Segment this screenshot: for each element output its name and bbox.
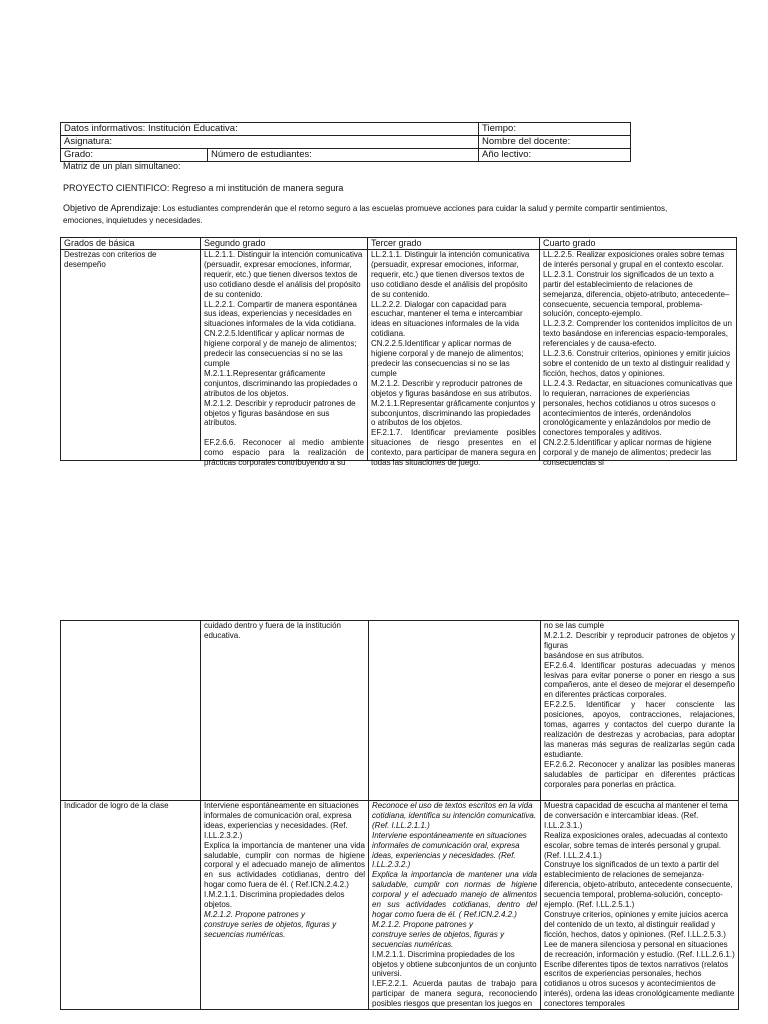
indicador-item: Explica la importancia de mantener una vida saludable, cumplir con normas de higiene corporal y el adecuado manejo de alimentos en sus actividades cotidianas, dentro del hogar como fuera de él. ( Ref.ICN.2.4.2.) (204, 840, 365, 890)
indicador-item: Interviene espontáneamente en situaciones informales de comunicación oral, expresa ideas, experiencias y necesidades. (Ref. I.LL.2.3.2.) (204, 801, 359, 840)
anio-lectivo-cell: Año lectivo: (479, 149, 631, 162)
indicador-item: I.EF.2.2.1. Acuerda pautas de trabajo para participar de manera segura, reconociendo posibles riesgos que presentan los juegos en (372, 979, 537, 1009)
numero-estudiantes-cell: Número de estudiantes: (208, 149, 479, 162)
destreza-item: LL.2.3.2. Comprender los contenidos implícitos de un texto basándose en inferencias espacio-temporales, referenciales y de causa-efecto. (543, 319, 732, 349)
institucion-cell: Datos informativos: Institución Educativa: (61, 123, 479, 136)
header-cuarto: Cuarto grado (540, 238, 737, 250)
indicador-item: construye series de objetos, figuras y secuencias numéricas. (372, 929, 505, 949)
destreza-item: LL.2.3.6. Construir criterios, opiniones y emitir juicios sobre el contenido de un texto al distinguir realidad y ficción, hechos, datos y opiniones. (543, 349, 731, 378)
indicador-item: Construye los significados de un texto a partir del establecimiento de relaciones de semejanza-diferencia, objeto-atributo, antecedente consecuente, secuencia temporal, problema-solución, concepto-ejemplo. (Ref. I.LL.2.5.1.) (544, 860, 733, 910)
indicador-label: Indicador de logro de la clase (61, 801, 201, 1010)
destreza-item: CN.2.2.5.Identificar y aplicar normas de higiene corporal y de manejo de alimentos; predecir las consecuencias si no se las cumple (371, 339, 524, 378)
destreza-item: no se las cumple (544, 621, 605, 630)
destreza-item: EF.2.1.7. Identificar previamente posibles situaciones de riesgo presentes en el contexto, para participar de manera segura en todas las situaciones de juego. (371, 428, 536, 468)
destreza-item: M.2.1.2. Describir y reproducir patrones de objetos y figuras basándose en sus atributos. (371, 378, 532, 398)
destrezas-label: Destrezas con criterios de desempeño (61, 250, 201, 461)
indicador-tercero (369, 801, 541, 1010)
objetivo-text: : Los estudiantes comprenderán que el retorno seguro a las escuelas promueve acciones para cuidar la salud y permite compartir sentimientos, emociones, inquietudes y necesidades. (63, 204, 668, 225)
destreza-item: LL.2.4.3. Redactar, en situaciones comunicativas que lo requieran, narraciones de experiencias personales, hechos cotidianos u otros sucesos o acontecimientos de interés, ordenándolos cronológicamente y enlazándolos por medio de conectores temporales y aditivos. (543, 378, 733, 438)
destreza-item: CN.2.2.5.Identificar y aplicar normas de higiene corporal y de manejo de alimentos; predecir las consecuencias si no se las cumple (204, 329, 357, 368)
indicador-item: M.2.1.2. Propone patrones y (372, 919, 473, 929)
destreza-item: M.2.1.2. Describir y reproducir patrones de objetos y figuras (544, 630, 735, 650)
destreza-item: LL.2.2.1. Compartir de manera espontánea sus ideas, experiencias y necesidades en situaciones informales de la vida cotidiana. (204, 299, 357, 329)
tiempo-cell: Tiempo: (479, 123, 631, 136)
indicador-item: M.2.1.2. Propone patrones y (204, 909, 305, 919)
destrezas-segundo (201, 250, 368, 468)
destreza-item: EF.2.6.4. Identificar posturas adecuadas y menos lesivas para evitar ponerse o poner en riesgo a sus compañeros, ante el deseo de mejorar el desempeño en diferentes prácticas corporales. (544, 660, 735, 700)
indicador-item: I.M.2.1.1. Discrimina propiedades de los objetos y obtiene subconjuntos de un conjunto universi. (372, 949, 537, 979)
destreza-item: LL.2.3.1. Construir los significados de un texto a partir del establecimiento de relaciones de semejanza, diferencia, objeto-atributo, antecedente–consecuente, secuencia temporal, problema-solución, concepto-ejemplo. (543, 269, 730, 319)
cont-label-empty (61, 621, 201, 801)
objetivo-label: Objetivo de Aprendizaje (63, 203, 159, 213)
destreza-item: M.2.1.1.Representar gráficamente conjuntos y subconjuntos, discriminando las propiedades o atributos de los objetos. (371, 398, 536, 428)
matriz-label: Matriz de un plan simultaneo: (63, 161, 181, 171)
cont-segundo (201, 621, 369, 801)
destrezas-cuarto (540, 250, 737, 468)
destreza-item: cuidado dentro y fuera de la institución educativa. (204, 621, 341, 640)
indicador-segundo (201, 801, 369, 1010)
indicador-item: Lee de manera silenciosa y personal en situaciones de recreación, información y estudio. (Ref. I.LL.2.6.1.) (544, 939, 735, 959)
grado-cell: Grado: (61, 149, 208, 162)
destreza-item: EF.2.6.2. Reconocer y analizar las posibles maneras saludables de participar en diferentes prácticas corporales para ponerlas en práctica. (544, 759, 735, 789)
header-grados: Grados de básica (61, 238, 201, 250)
indicador-item: Construye criterios, opiniones y emite juicios acerca del contenido de un texto, al distinguir realidad y ficción, hechos, datos y opiniones. (Ref. I.LL.2.5.3.) (544, 909, 729, 939)
indicador-item: Realiza exposiciones orales, adecuadas al contexto escolar, sobre temas de interés personal y grupal. (Ref. I.LL.2.4.1.) (544, 830, 728, 860)
indicador-item: Escribe diferentes tipos de textos narrativos (relatos escritos de experiencias personales, hechos cotidianos u otros sucesos y acontecimientos de interés), ordena las ideas cronológicamente mediante conectores temporales (544, 959, 735, 1009)
cont-cuarto (541, 621, 739, 801)
proyecto-title: PROYECTO CIENTIFICO: Regreso a mi institución de manera segura (63, 183, 344, 193)
destreza-item: basándose en sus atributos. (544, 650, 645, 660)
destreza-item: EF.2.2.5. Identificar y hacer consciente las posiciones, apoyos, contracciones, relajaciones, tomas, agarres y contactos del cuerpo durante la realización de destrezas y acrobacias, para adoptar las maneras más seguras de realizarlas según cada estudiante. (544, 700, 735, 759)
destreza-item: LL.2.1.1. Distinguir la intención comunicativa (persuadir, expresar emociones, informar, requerir, etc.) que tienen diversos textos de uso cotidiano desde el análisis del propósito de su contenido. (204, 250, 363, 299)
indicador-item: Muestra capacidad de escucha al mantener el tema de conversación e intercambiar ideas. (Ref. I.LL.2.3.1.) (544, 801, 728, 830)
destreza-item: LL.2.2.2. Dialogar con capacidad para escuchar, mantener el tema e intercambiar ideas en situaciones informales de la vida cotidiana. (371, 299, 523, 339)
destreza-item: EF.2.6.6. Reconocer al medio ambiente como espacio para la realización de prácticas corporales contribuyendo a su (204, 438, 364, 468)
indicador-item: I.M.2.1.1. Discrimina propiedades delos objetos. (204, 890, 345, 910)
destreza-item: LL.2.1.1. Distinguir la intención comunicativa (persuadir, expresar emociones, informar, requerir, etc.) que tienen diversos textos de uso cotidiano desde el análisis del propósito de su contenido. (371, 250, 530, 299)
continuation-table (60, 620, 739, 1010)
destreza-item: CN.2.2.5.Identificar y aplicar normas de higiene corporal y de manejo de alimentos; predecir las consecuencias si (543, 438, 712, 468)
objetivo-paragraph (63, 203, 703, 226)
asignatura-cell: Asignatura: (61, 136, 479, 149)
docente-cell: Nombre del docente: (479, 136, 631, 149)
header-tercero: Tercer grado (368, 238, 540, 250)
header-segundo: Segundo grado (201, 238, 368, 250)
info-table (60, 122, 631, 162)
indicador-cuarto (541, 801, 739, 1010)
main-table (60, 237, 737, 468)
destreza-item: M.2.1.1.Representar gráficamente conjuntos, discriminando las propiedades o atributos de los objetos. (204, 368, 358, 398)
blank-line (204, 428, 364, 438)
indicador-item: Explica la importancia de mantener una vida saludable, cumplir con normas de higiene corporal y el adecuado manejo de alimentos en sus actividades cotidianas, dentro del hogar como fuera de él. ( Ref.ICN.2.4.2.) (372, 870, 537, 919)
indicador-item: Reconoce el uso de textos escritos en la vida cotidiana, identifica su intención comunicativa. (Ref. I.LL.2.1.1.) (372, 801, 537, 830)
destreza-item: M.2.1.2. Describir y reproducir patrones de objetos y figuras basándose en sus atributos. (204, 398, 356, 428)
cont-tercero (369, 621, 541, 801)
destrezas-tercero (368, 250, 540, 468)
indicador-item: Interviene espontáneamente en situaciones informales de comunicación oral, expresa ideas, experiencias y necesidades. (Ref. I.LL.2.3.2.) (372, 830, 527, 870)
indicador-item: construye series de objetos, figuras y secuencias numéricas. (204, 919, 337, 939)
destreza-item: LL.2.2.5. Realizar exposiciones orales sobre temas de interés personal y grupal en el contexto escolar. (543, 250, 725, 269)
